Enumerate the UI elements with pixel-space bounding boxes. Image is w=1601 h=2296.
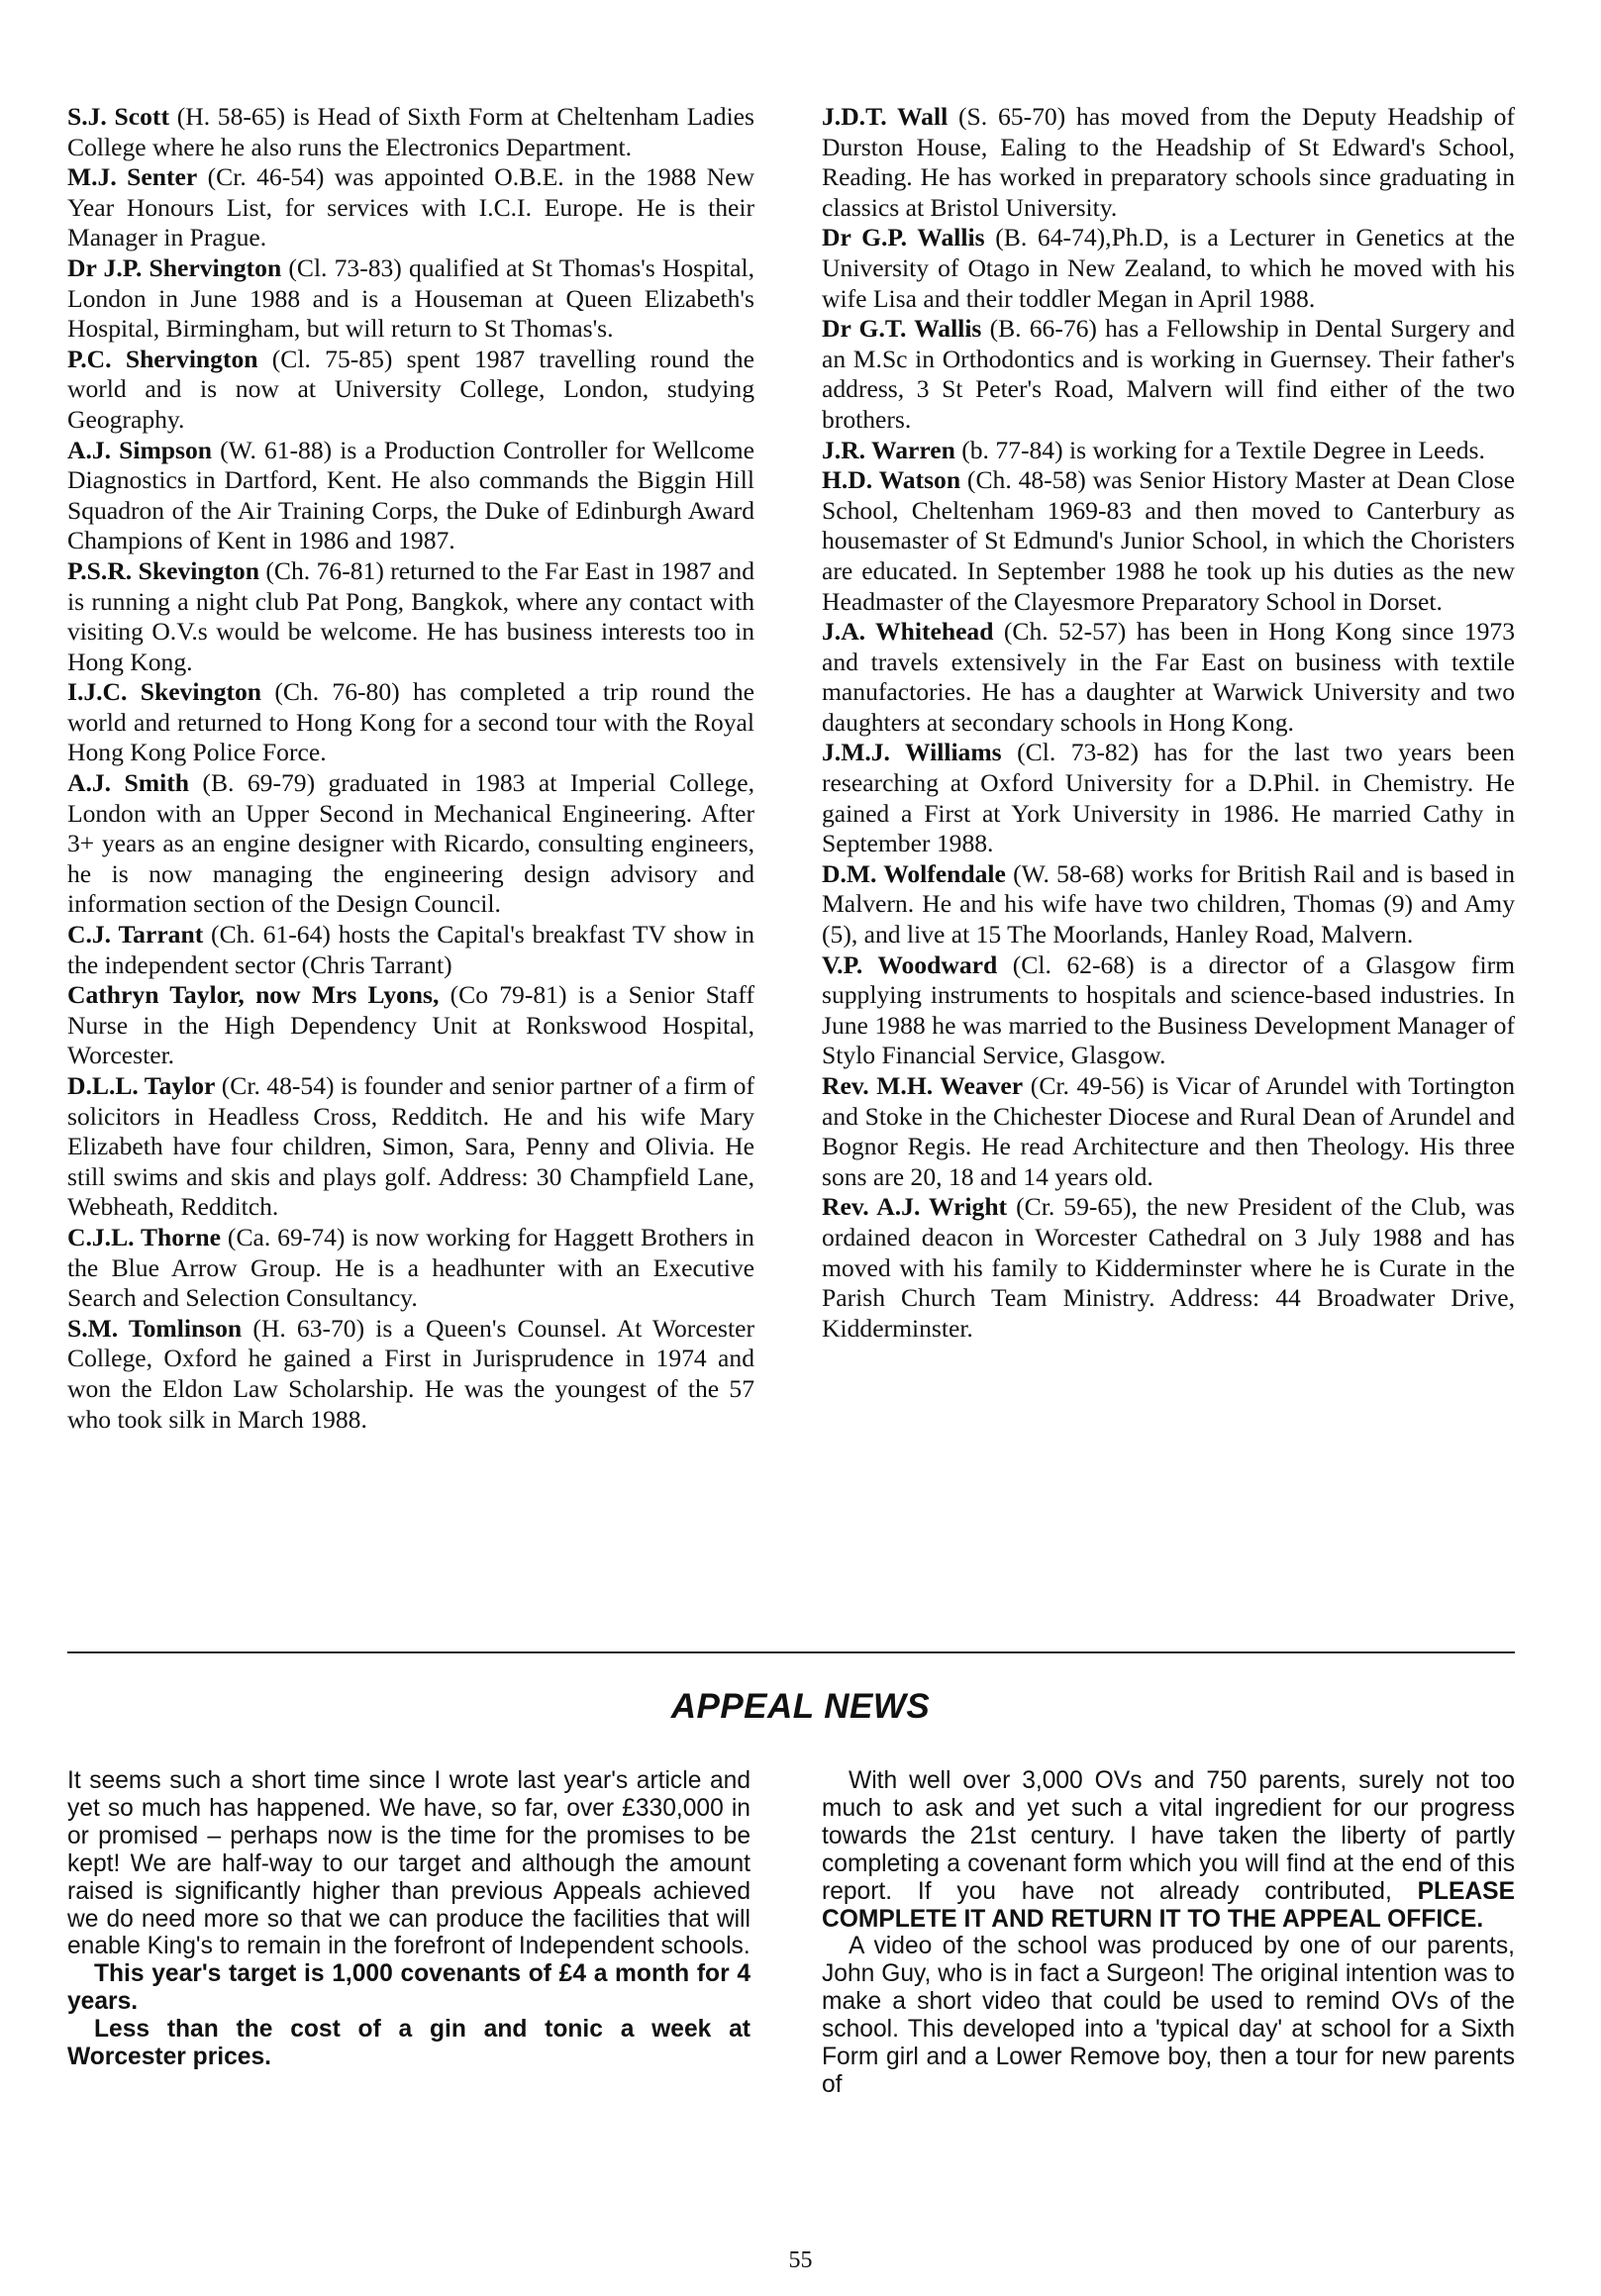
alumni-name: S.M. Tomlinson: [67, 1313, 243, 1343]
alumni-details: (Cl. 73-83) qualified at St Thomas's Hospital, London in June 1988 and is a Houseman at Queen Elizabeth's Hospital, Birmingham, but will return to St Thomas's.: [67, 252, 754, 344]
alumni-entry: [67, 436, 754, 556]
alumni-name: J.M.J. Williams: [822, 738, 1002, 767]
alumni-details: (Ch. 61-64) hosts the Capital's breakfast TV show in the independent sector (Chris Tarrant): [67, 920, 754, 979]
alumni-entry: [822, 465, 1515, 617]
alumni-details: (Cr. 48-54) is founder and senior partner of a firm of solicitors in Headless Cross, Redditch. He and his wife Mary Elizabeth have four children, Simon, Sara, Penny and Olivia. He still swims and skis and plays golf. Address: 30 Champfield Lane, Webheath, Redditch.: [67, 1071, 754, 1222]
alumni-details: (Cl. 73-82) has for the last two years been researching at Oxford University for a D.Phil. in Chemistry. He gained a First at York University in 1986. He married Cathy in September 1988.: [822, 738, 1515, 858]
alumni-details: (H. 63-70) is a Queen's Counsel. At Worcester College, Oxford he gained a First in Jurisprudence in 1974 and won the Eldon Law Scholarship. He was the youngest of the 57 who took silk in March 1988.: [67, 1313, 754, 1434]
alumni-entry: [67, 1223, 754, 1314]
alumni-details: (Co 79-81) is a Senior Staff Nurse in the High Dependency Unit at Ronkswood Hospital, Worcester.: [67, 980, 754, 1070]
alumni-entry: [67, 345, 754, 436]
alumni-name: Rev. M.H. Weaver: [822, 1071, 1024, 1100]
alumni-details: (Cr. 59-65), the new President of the Club, was ordained deacon in Worcester Cathedral on 3 July 1988 and has moved with his family to Kidderminster where he is Curate in the Parish Church Team Ministry. Address: 44 Broadwater Drive, Kidderminster.: [822, 1192, 1516, 1343]
alumni-name: I.J.C. Skevington: [67, 677, 262, 707]
alumni-name: C.J.L. Thorne: [67, 1222, 222, 1251]
alumni-name: Dr J.P. Shervington: [67, 252, 282, 282]
alumni-entry: [822, 102, 1515, 223]
appeal-paragraph: It seems such a short time since I wrote last year's article and yet so much has happened. We have, so far, over £330,000 in or promised – perhaps now is the time for the promises to be kept! We are half-way to our target and although the amount raised is significantly higher than previous Appeals achieved we do need more so that we can produce the facilities that will enable King's to remain in the forefront of Independent schools.: [67, 1767, 750, 1960]
alumni-details: (S. 65-70) has moved from the Deputy Headship of Durston House, Ealing to the Headship of St Edward's School, Reading. He has worked in preparatory schools since graduating in classics at Bristol University.: [822, 102, 1515, 222]
alumni-name: P.S.R. Skevington: [67, 555, 259, 585]
alumni-name: Dr G.P. Wallis: [822, 223, 985, 252]
alumni-name: H.D. Watson: [822, 465, 961, 495]
alumni-name: D.M. Wolfendale: [822, 858, 1006, 888]
alumni-details: (Ch. 76-81) returned to the Far East in 1987 and is running a night club Pat Pong, Bangkok, where any contact with visiting O.V.s would be welcome. He has business interests too in Hong Kong.: [67, 555, 754, 676]
alumni-name: D.L.L. Taylor: [67, 1071, 216, 1100]
alumni-details: (Cl. 62-68) is a director of a Glasgow firm supplying instruments to hospitals and science-based industries. In June 1988 he was married to the Business Development Manager of Stylo Financial Service, Glasgow.: [822, 949, 1515, 1070]
appeal-news-heading: APPEAL NEWS: [670, 1687, 931, 1726]
appeal-left-column: [67, 1767, 750, 2071]
appeal-target: [67, 1960, 750, 2016]
alumni-name: J.A. Whitehead: [822, 617, 994, 647]
alumni-entry: [822, 436, 1515, 466]
appeal-video-paragraph: A video of the school was produced by one of our parents, John Guy, who is in fact a Surgeon! The original intention was to make a short video that could be used to remind OVs of the school. This developed into a 'typical day' at school for a Sixth Form girl and a Lower Remove boy, then a tour for new parents of: [822, 1933, 1515, 2098]
alumni-details: (W. 61-88) is a Production Controller for Wellcome Diagnostics in Dartford, Kent. He also commands the Biggin Hill Squadron of the Air Training Corps, the Duke of Edinburgh Award Champions of Kent in 1986 and 1987.: [67, 435, 755, 555]
alumni-name: Dr G.T. Wallis: [822, 314, 982, 344]
alumni-name: J.R. Warren: [822, 435, 955, 464]
alumni-name: J.D.T. Wall: [822, 102, 949, 131]
alumni-name: P.C. Shervington: [67, 344, 258, 373]
alumni-details: (Cr. 46-54) was appointed O.B.E. in the 1988 New Year Honours List, for services with I.C.I. Europe. He is their Manager in Prague.: [67, 162, 754, 252]
alumni-entry: [67, 162, 754, 253]
alumni-details: (B. 69-79) graduated in 1983 at Imperial College, London with an Upper Second in Mechanical Engineering. After 3+ years as an engine designer with Ricardo, consulting engineers, he is now managing the engineering design advisory and information section of the Design Council.: [67, 768, 755, 919]
appeal-call-to-action: PLEASE COMPLETE IT AND RETURN IT TO THE APPEAL OFFICE.: [822, 1877, 1515, 1933]
alumni-entry: [67, 102, 754, 162]
alumni-name: M.J. Senter: [67, 162, 198, 192]
right-column: [822, 102, 1515, 1344]
appeal-target-text: This year's target is 1,000 covenants of £4 a month for 4 years.: [67, 1960, 750, 2016]
alumni-entry: [67, 1314, 754, 1435]
alumni-entry: [822, 314, 1515, 435]
alumni-details: (Ch. 48-58) was Senior History Master at Dean Close School, Cheltenham 1969-83 and then moved to Canterbury as housemaster of St Edmund's Junior School, in which the Choristers are educated. In September 1988 he took up his duties as the new Headmaster of the Clayesmore Preparatory School in Dorset.: [822, 465, 1515, 616]
alumni-details: (B. 66-76) has a Fellowship in Dental Surgery and an M.Sc in Orthodontics and is working in Guernsey. Their father's address, 3 St Peter's Road, Malvern will find either of the two brothers.: [822, 314, 1515, 434]
alumni-name: A.J. Simpson: [67, 435, 213, 464]
alumni-entry: [67, 980, 754, 1071]
alumni-name: Cathryn Taylor, now Mrs Lyons,: [67, 980, 440, 1010]
alumni-entry: [67, 920, 754, 980]
alumni-entry: [67, 253, 754, 345]
alumni-details: (Ca. 69-74) is now working for Haggett Brothers in the Blue Arrow Group. He is a headhunter with an Executive Search and Selection Consultancy.: [67, 1222, 754, 1313]
alumni-entry: [67, 1071, 754, 1223]
appeal-right-column: [822, 1767, 1515, 2099]
alumni-details: (W. 58-68) works for British Rail and is based in Malvern. He and his wife have two children, Thomas (9) and Amy (5), and live at 15 The Moorlands, Hanley Road, Malvern.: [822, 858, 1515, 949]
alumni-entry: [822, 1192, 1515, 1344]
alumni-name: V.P. Woodward: [822, 949, 998, 979]
alumni-entry: [67, 768, 754, 920]
alumni-details: (Ch. 76-80) has completed a trip round the world and returned to Hong Kong for a second tour with the Royal Hong Kong Police Force.: [67, 677, 754, 767]
alumni-name: C.J. Tarrant: [67, 920, 204, 949]
alumni-entry: [822, 859, 1515, 950]
left-column: [67, 102, 754, 1435]
alumni-entry: [67, 677, 754, 768]
alumni-details: (Ch. 52-57) has been in Hong Kong since 1973 and travels extensively in the Far East on business with textile manufactories. He has a daughter at Warwick University and two daughters at secondary schools in Hong Kong.: [822, 617, 1515, 737]
alumni-entry: [67, 556, 754, 677]
alumni-entry: [822, 738, 1515, 858]
alumni-entry: [822, 223, 1515, 314]
appeal-covenant-paragraph: [822, 1767, 1515, 1933]
alumni-entry: [822, 1071, 1515, 1192]
alumni-name: Rev. A.J. Wright: [822, 1192, 1008, 1222]
alumni-details: (Cl. 75-85) spent 1987 travelling round the world and is now at University College, London, studying Geography.: [67, 344, 754, 434]
alumni-name: S.J. Scott: [67, 102, 169, 131]
section-divider: [67, 1651, 1515, 1653]
alumni-details: (B. 64-74),Ph.D, is a Lecturer in Genetics at the University of Otago in New Zealand, to which he moved with his wife Lisa and their toddler Megan in April 1988.: [822, 223, 1515, 313]
alumni-entry: [822, 617, 1515, 738]
alumni-details: (b. 77-84) is working for a Textile Degree in Leeds.: [954, 435, 1485, 464]
appeal-covenant-text: With well over 3,000 OVs and 750 parents, surely not too much to ask and yet such a vital ingredient for our progress towards the 21st century. I have taken the liberty of partly completing a covenant form which you will find at the end of this report. If you have not already contributed,: [822, 1767, 1515, 1905]
alumni-details: (Cr. 49-56) is Vicar of Arundel with Tortington and Stoke in the Chichester Diocese and Rural Dean of Arundel and Bognor Regis. He read Architecture and then Theology. His three sons are 20, 18 and 14 years old.: [822, 1071, 1515, 1191]
appeal-gin-tonic-text: Less than the cost of a gin and tonic a week at Worcester prices.: [67, 2016, 750, 2071]
page-number: 55: [788, 2247, 813, 2273]
alumni-name: A.J. Smith: [67, 768, 189, 798]
alumni-details: (H. 58-65) is Head of Sixth Form at Cheltenham Ladies College where he also runs the Electronics Department.: [67, 102, 754, 161]
appeal-gin-tonic: [67, 2016, 750, 2071]
alumni-entry: [822, 950, 1515, 1071]
